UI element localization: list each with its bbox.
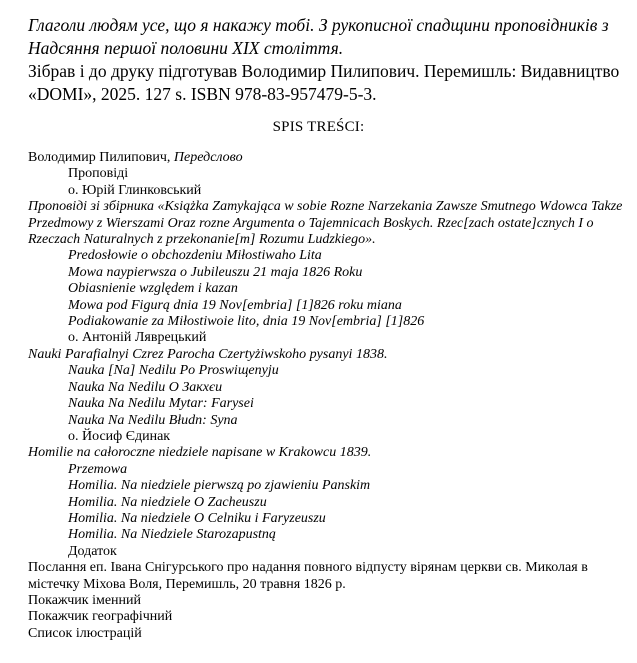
toc-collection-title: Nauki Parafialnyi Czrez Parocha Czertyżiwskoho pysanyi 1838. (28, 346, 388, 362)
toc-collection-title: Проповіді зі збірника «Książka Zamykająca w sobie Rozne Narzekania Zawsze Smutnego Wdowca Takze Przedmowy z Wierszami Oraz rozne Argumenta o Tajemnicach Boskych. Rzec[zach ostate]cznych I o Rzeczach Naturalnych z przekonanie[m] Rozumu Ludzkiego». (28, 199, 623, 248)
foreword-author: Володимир Пилипович, (28, 150, 174, 165)
toc-appendix: Додаток (68, 543, 117, 559)
toc-pastoral-letter: Послання еп. Івана Снігурського про надання повного відпусту вірянам церкви св. Миколая в містечку Міхова Воля, Перемишль, 20 травня 1826 р. (28, 560, 588, 592)
foreword-title: Передслово (173, 150, 243, 165)
book-imprint-line-1: Зібрав і до друку підготував Володимир Пилипович. Перемишль: Видавництво (28, 61, 620, 81)
toc-item: Homilia. Na niedziele O Zacheuszu (68, 494, 267, 510)
toc-item: Homilia. Na niedziele O Celniku i Faryzeuszu (68, 510, 326, 526)
toc-item: Przemowa (68, 461, 128, 477)
book-imprint-line-2: «DOMI», 2025. 127 s. ISBN 978-83-957479-5-3. (28, 84, 377, 104)
toc-item: Nauka Na Nedilu Błudn: Syna (68, 412, 238, 428)
toc-index-geographic: Покажчик географічний (28, 609, 173, 625)
toc-item: Nauka [Na] Nedilu Po Proswiщenyju (68, 363, 279, 379)
toc-item: Homilia. Na Niedziele Starozapustną (68, 527, 276, 543)
toc-index-names: Покажчик іменний (28, 592, 142, 608)
toc-heading: SPIS TREŚCI: (272, 119, 365, 135)
toc-item: Mowa naypierwsza o Jubileuszu 21 maja 1826 Roku (68, 264, 363, 280)
toc-item: Obiasnienie względem i kazan (68, 281, 238, 297)
book-title-line-1: Глаголи людям усе, що я накажу тобі. З рукописної спадщини проповідників з (28, 15, 609, 35)
toc-illustrations: Список ілюстрацій (28, 625, 142, 641)
toc-author: о. Юрій Глинковський (68, 182, 202, 198)
toc-section-sermons: Проповіді (68, 166, 129, 182)
book-description (28, 14, 628, 106)
toc-foreword (28, 150, 633, 166)
toc-author: о. Йосиф Єдинак (68, 428, 171, 444)
book-title-line-2: Надсяння першої половини XIX століття. (28, 38, 344, 58)
toc-item: Predosłowie o obchozdeniu Miłostiwaho Lita (68, 248, 322, 264)
toc-item: Podiakowanie za Miłostiwoie lito, dnia 19 Nov[embria] [1]826 (68, 314, 425, 330)
table-of-contents (28, 150, 633, 642)
toc-item: Nauka Na Nedilu O Закхєи (68, 379, 223, 395)
toc-collection-title: Homilie na całoroczne niedziele napisane w Krakowcu 1839. (28, 445, 372, 461)
toc-item: Homilia. Na niedziele pierwszą po zjawieniu Panskim (68, 478, 371, 494)
toc-author: о. Антоній Ляврецький (68, 330, 207, 346)
toc-item: Nauka Na Nedilu Mytar: Farysei (68, 396, 254, 412)
toc-item: Mowa pod Figurą dnia 19 Nov[embria] [1]826 roku miana (68, 297, 402, 313)
